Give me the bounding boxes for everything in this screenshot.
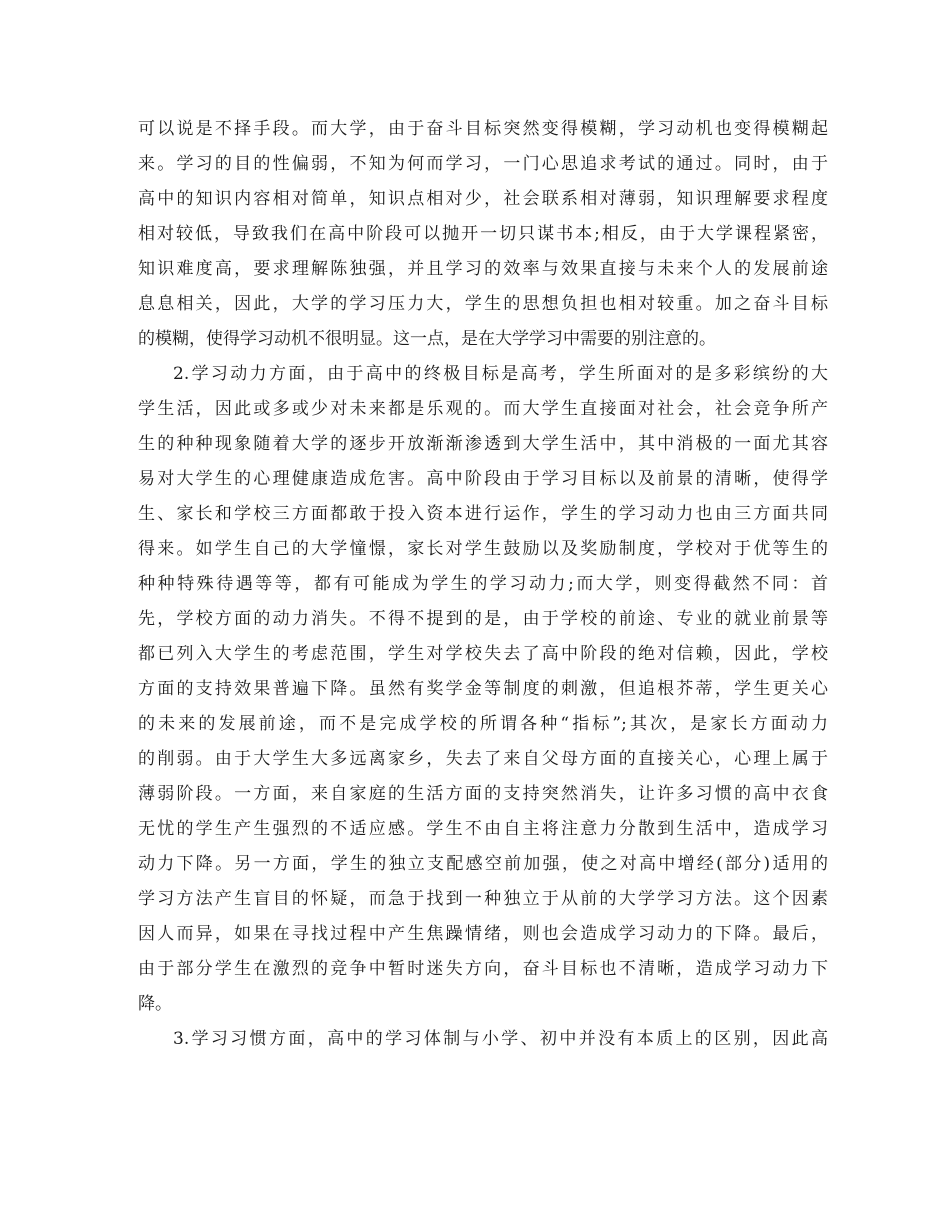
text-line: 得来。如学生自己的大学憧憬，家长对学生鼓励以及奖励制度，学校对于优等生的 <box>138 539 828 559</box>
text-line: 相对较低，导致我们在高中阶段可以抛开一切只谋书本;相反，由于大学课程紧密， <box>138 224 828 244</box>
text-line: 薄弱阶段。一方面，来自家庭的生活方面的支持突然消失，让许多习惯的高中衣食 <box>138 784 828 804</box>
text-line: 生的种种现象随着大学的逐步开放渐渐渗透到大学生活中，其中消极的一面尤其容 <box>138 434 828 454</box>
paragraph <box>138 112 828 357</box>
text-line: 学生活，因此或多或少对未来都是乐观的。而大学生直接面对社会，社会竞争所产 <box>138 399 828 419</box>
text-line: 3.学习习惯方面，高中的学习体制与小学、初中并没有本质上的区别，因此高 <box>173 1029 828 1049</box>
text-line: 可以说是不择手段。而大学，由于奋斗目标突然变得模糊，学习动机也变得模糊起 <box>138 119 828 139</box>
text-line: 息息相关，因此，大学的学习压力大，学生的思想负担也相对较重。加之奋斗目标 <box>138 294 828 314</box>
text-line: 都已列入大学生的考虑范围，学生对学校失去了高中阶段的绝对信赖，因此，学校 <box>138 644 828 664</box>
paragraph <box>138 357 828 1022</box>
text-line: 方面的支持效果普遍下降。虽然有奖学金等制度的刺激，但追根芥蒂，学生更关心 <box>138 679 828 699</box>
text-line: 的模糊，使得学习动机不很明显。这一点，是在大学学习中需要的别注意的。 <box>138 329 716 349</box>
text-line: 2.学习动力方面，由于高中的终极目标是高考，学生所面对的是多彩缤纷的大 <box>173 364 828 384</box>
text-line: 的削弱。由于大学生大多远离家乡，失去了来自父母方面的直接关心，心理上属于 <box>138 749 828 769</box>
document-body <box>138 112 828 1057</box>
text-line: 由于部分学生在激烈的竞争中暂时迷失方向，奋斗目标也不清晰，造成学习动力下 <box>138 959 828 979</box>
text-line: 知识难度高，要求理解陈独强，并且学习的效率与效果直接与未来个人的发展前途 <box>138 259 828 279</box>
text-line: 高中的知识内容相对简单，知识点相对少，社会联系相对薄弱，知识理解要求程度 <box>138 189 828 209</box>
text-line: 降。 <box>138 994 172 1014</box>
text-line: 因人而异，如果在寻找过程中产生焦躁情绪，则也会造成学习动力的下降。最后， <box>138 924 828 944</box>
text-line: 学习方法产生盲目的怀疑，而急于找到一种独立于从前的大学学习方法。这个因素 <box>138 889 828 909</box>
text-line: 来。学习的目的性偏弱，不知为何而学习，一门心思追求考试的通过。同时，由于 <box>138 154 828 174</box>
paragraph <box>138 1022 828 1057</box>
text-line: 先，学校方面的动力消失。不得不提到的是，由于学校的前途、专业的就业前景等 <box>138 609 828 629</box>
text-line: 的未来的发展前途，而不是完成学校的所谓各种“指标”;其次，是家长方面动力 <box>138 714 828 734</box>
text-line: 动力下降。另一方面，学生的独立支配感空前加强，使之对高中增经(部分)适用的 <box>138 854 828 874</box>
text-line: 易对大学生的心理健康造成危害。高中阶段由于学习目标以及前景的清晰，使得学 <box>138 469 828 489</box>
text-line: 生、家长和学校三方面都敢于投入资本进行运作，学生的学习动力也由三方面共同 <box>138 504 828 524</box>
text-line: 种种特殊待遇等等，都有可能成为学生的学习动力;而大学，则变得截然不同：首 <box>138 574 828 594</box>
text-line: 无忧的学生产生强烈的不适应感。学生不由自主将注意力分散到生活中，造成学习 <box>138 819 828 839</box>
